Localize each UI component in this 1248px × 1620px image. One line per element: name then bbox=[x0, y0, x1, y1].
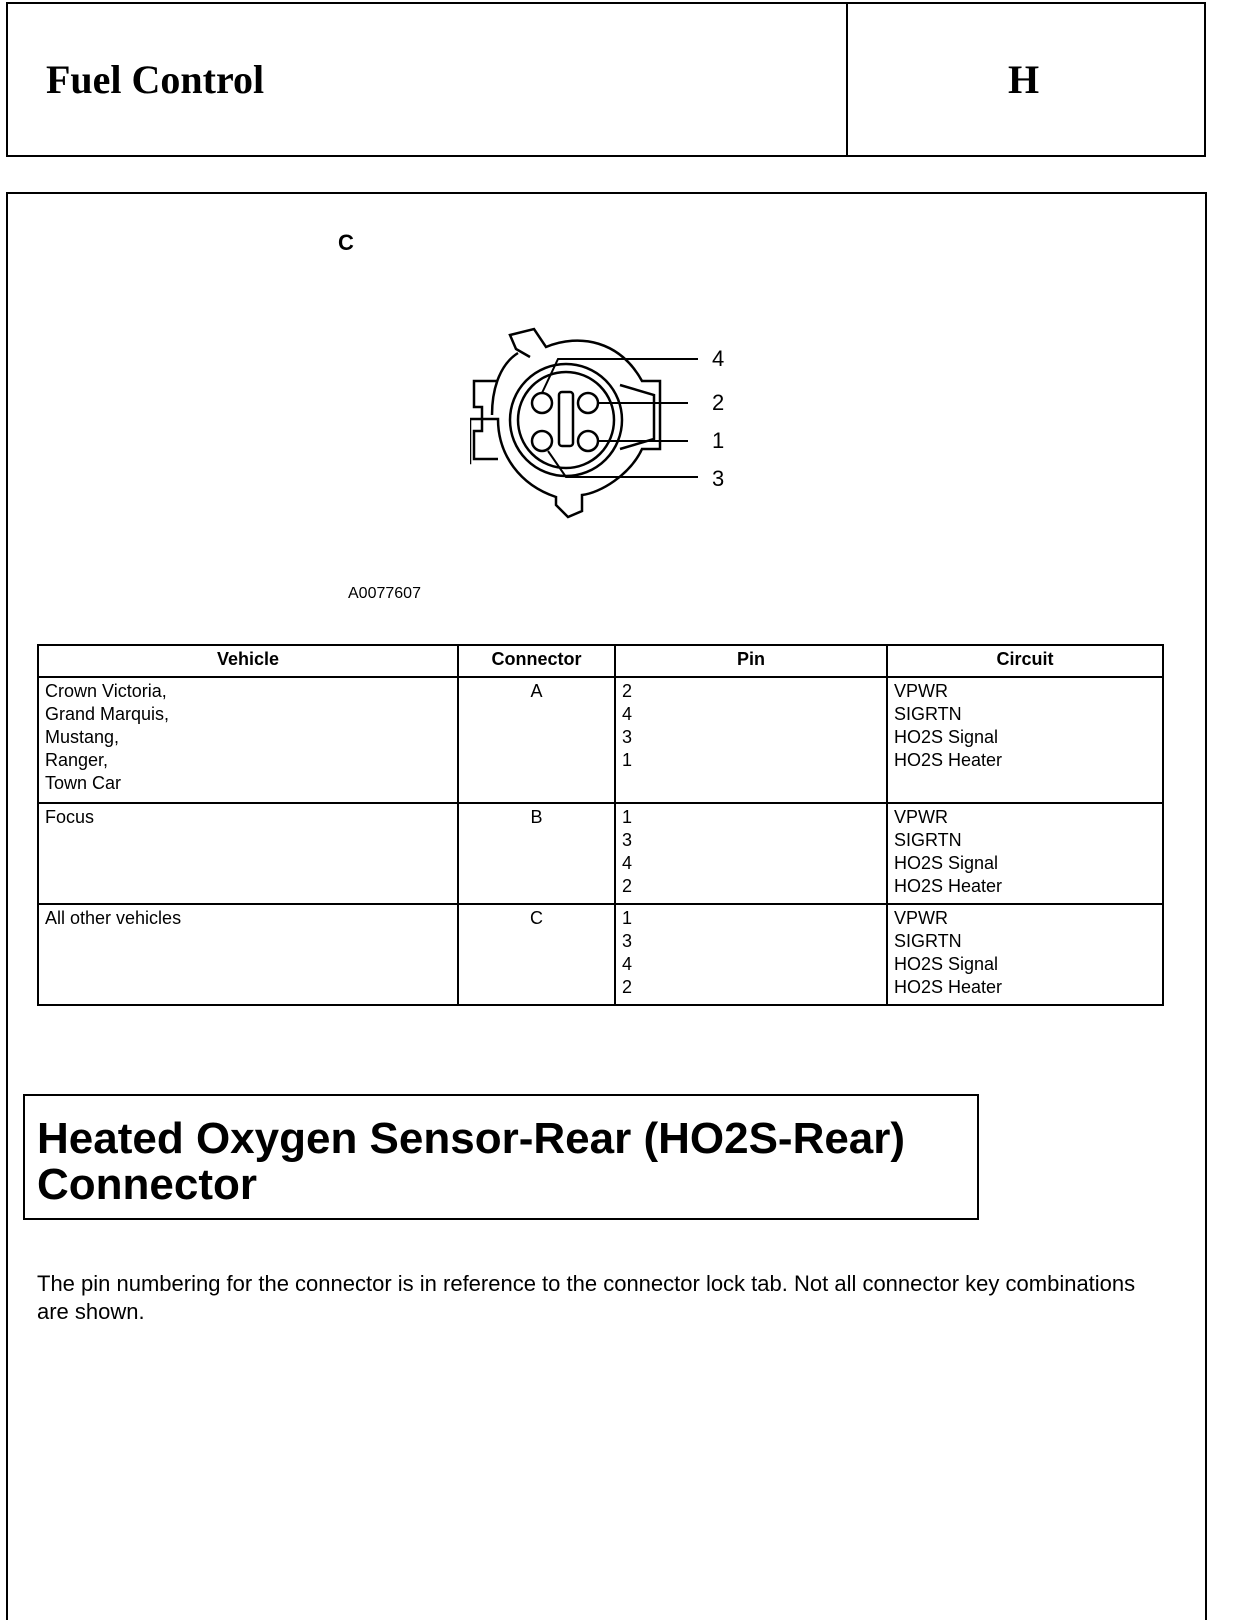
page-header bbox=[6, 2, 1206, 157]
pin-value: 1 bbox=[622, 807, 633, 827]
pin-value: 4 bbox=[622, 853, 633, 873]
pin-value: 4 bbox=[622, 954, 633, 974]
cell-pin bbox=[615, 904, 887, 1005]
cell-pin bbox=[615, 677, 887, 803]
vehicle-line: Town Car bbox=[45, 773, 122, 793]
circuit-value: HO2S Signal bbox=[894, 727, 999, 747]
cell-circuit bbox=[887, 904, 1163, 1005]
header-title: Fuel Control bbox=[46, 57, 265, 102]
cell-circuit bbox=[887, 803, 1163, 904]
cell-connector: A bbox=[458, 677, 615, 803]
circuit-value: VPWR bbox=[894, 807, 948, 827]
pin-value: 3 bbox=[622, 830, 633, 850]
pin-value: 2 bbox=[622, 977, 633, 997]
header-title-cell bbox=[8, 4, 848, 155]
pin-callout-1: 1 bbox=[712, 428, 725, 453]
circuit-value: SIGRTN bbox=[894, 830, 962, 850]
section-title bbox=[37, 1116, 905, 1208]
pin-value: 3 bbox=[622, 931, 633, 951]
circuit-value: VPWR bbox=[894, 681, 948, 701]
pin-value: 3 bbox=[622, 727, 633, 747]
header-pin: Pin bbox=[615, 645, 887, 677]
diagram-reference: A0077607 bbox=[348, 585, 421, 602]
header-vehicle: Vehicle bbox=[38, 645, 458, 677]
pin-value: 2 bbox=[622, 681, 633, 701]
circuit-value: VPWR bbox=[894, 908, 948, 928]
vehicle-line: Ranger, bbox=[45, 750, 109, 770]
pin-callout-3: 3 bbox=[712, 466, 725, 491]
pin-callout-4: 4 bbox=[712, 346, 725, 371]
cell-vehicle bbox=[38, 803, 458, 904]
header-connector: Connector bbox=[458, 645, 615, 677]
connector-diagram bbox=[470, 325, 750, 535]
circuit-value: HO2S Signal bbox=[894, 954, 999, 974]
pin-value: 1 bbox=[622, 750, 633, 770]
cell-connector: B bbox=[458, 803, 615, 904]
body-paragraph: The pin numbering for the connector is in reference to the connector lock tab. Not all connector key combinations are shown. bbox=[37, 1271, 1136, 1324]
cell-circuit bbox=[887, 677, 1163, 803]
cell-vehicle bbox=[38, 904, 458, 1005]
pinout-table bbox=[37, 644, 1164, 1006]
circuit-value: HO2S Heater bbox=[894, 876, 1003, 896]
pin-callout-2: 2 bbox=[712, 390, 725, 415]
circuit-value: HO2S Heater bbox=[894, 750, 1003, 770]
circuit-value: HO2S Signal bbox=[894, 853, 999, 873]
section-title-line-2: Connector bbox=[37, 1160, 257, 1209]
vehicle-line: Crown Victoria, bbox=[45, 681, 167, 701]
header-letter-cell bbox=[848, 4, 1204, 155]
section-title-line-1: Heated Oxygen Sensor-Rear (HO2S-Rear) bbox=[37, 1114, 906, 1163]
cell-pin bbox=[615, 803, 887, 904]
circuit-value: SIGRTN bbox=[894, 931, 962, 951]
cell-connector: C bbox=[458, 904, 615, 1005]
table-row bbox=[38, 803, 1163, 904]
vehicle-line: Grand Marquis, bbox=[45, 704, 170, 724]
circuit-value: SIGRTN bbox=[894, 704, 962, 724]
table-row bbox=[38, 904, 1163, 1005]
section-letter: H bbox=[1008, 57, 1040, 102]
section-heading-box bbox=[23, 1094, 979, 1220]
header-circuit: Circuit bbox=[887, 645, 1163, 677]
vehicle-line: Mustang, bbox=[45, 727, 120, 747]
pin-value: 1 bbox=[622, 908, 633, 928]
table-header-row bbox=[38, 645, 1163, 677]
circuit-value: HO2S Heater bbox=[894, 977, 1003, 997]
pin-value: 2 bbox=[622, 876, 633, 896]
connector-label: C bbox=[338, 230, 354, 255]
cell-vehicle bbox=[38, 677, 458, 803]
table-row bbox=[38, 677, 1163, 803]
pin-value: 4 bbox=[622, 704, 633, 724]
vehicle-line: Focus bbox=[45, 807, 95, 827]
vehicle-line: All other vehicles bbox=[45, 908, 182, 928]
